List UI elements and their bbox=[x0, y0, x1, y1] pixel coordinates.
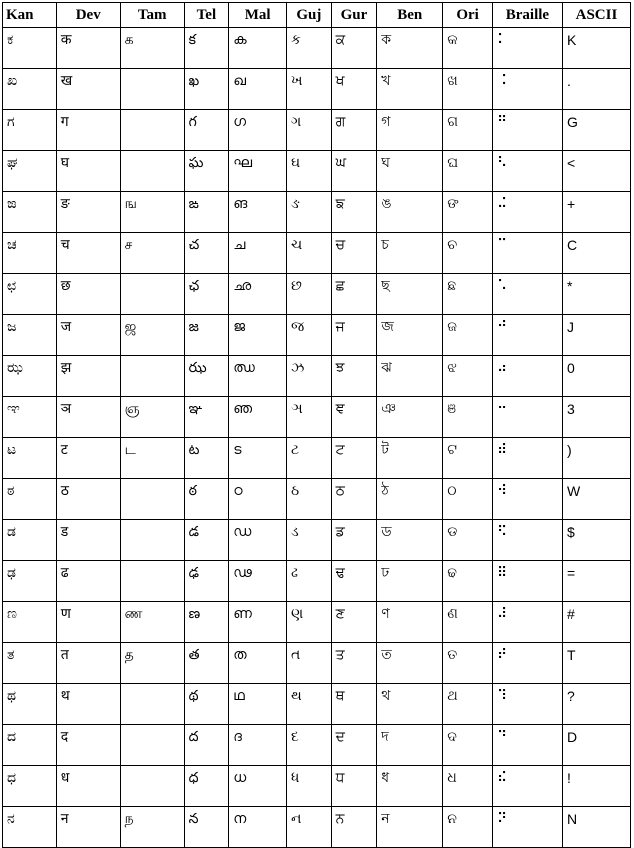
cell-ascii: ) bbox=[562, 438, 630, 479]
cell-mal: ങ bbox=[229, 192, 287, 233]
header-mal: Mal bbox=[229, 3, 287, 28]
cell-ben: জ bbox=[377, 315, 443, 356]
cell-tel: ఙ bbox=[184, 192, 229, 233]
cell-tam: ஞ bbox=[120, 397, 184, 438]
cell-tel: త bbox=[184, 643, 229, 684]
cell-guj: ણ bbox=[287, 602, 332, 643]
table-row bbox=[3, 110, 631, 151]
cell-gur: ਛ bbox=[331, 274, 377, 315]
cell-guj: ઠ bbox=[287, 479, 332, 520]
cell-tam: ட bbox=[120, 438, 184, 479]
cell-tam bbox=[120, 69, 184, 110]
cell-ascii: . bbox=[562, 69, 630, 110]
cell-ori: ଟ bbox=[443, 438, 493, 479]
cell-gur: ਞ bbox=[331, 397, 377, 438]
table-row bbox=[3, 274, 631, 315]
table-row bbox=[3, 356, 631, 397]
cell-tam bbox=[120, 110, 184, 151]
cell-ori: ଦ bbox=[443, 725, 493, 766]
cell-guj: ઞ bbox=[287, 397, 332, 438]
table-row bbox=[3, 315, 631, 356]
table-row bbox=[3, 643, 631, 684]
cell-braille: ⠅ bbox=[492, 28, 562, 69]
cell-braille: ⠚ bbox=[492, 315, 562, 356]
cell-ori: ଘ bbox=[443, 151, 493, 192]
cell-tam: ச bbox=[120, 233, 184, 274]
cell-ben: ঢ bbox=[377, 561, 443, 602]
cell-gur: ਚ bbox=[331, 233, 377, 274]
cell-kan: ಣ bbox=[3, 602, 57, 643]
cell-braille: ⠝ bbox=[492, 807, 562, 848]
cell-mal: ഠ bbox=[229, 479, 287, 520]
cell-ben: ঞ bbox=[377, 397, 443, 438]
cell-mal: ജ bbox=[229, 315, 287, 356]
cell-ascii: T bbox=[562, 643, 630, 684]
cell-mal: ഥ bbox=[229, 684, 287, 725]
cell-ben: ঘ bbox=[377, 151, 443, 192]
table-row bbox=[3, 192, 631, 233]
cell-ori: ଝ bbox=[443, 356, 493, 397]
cell-ascii: # bbox=[562, 602, 630, 643]
cell-gur: ਜ bbox=[331, 315, 377, 356]
cell-dev: ढ bbox=[56, 561, 120, 602]
table-row bbox=[3, 807, 631, 848]
cell-tam bbox=[120, 479, 184, 520]
table-row bbox=[3, 766, 631, 807]
cell-dev: ड bbox=[56, 520, 120, 561]
cell-kan: ನ bbox=[3, 807, 57, 848]
cell-mal: ഞ bbox=[229, 397, 287, 438]
cell-ascii: < bbox=[562, 151, 630, 192]
cell-dev: ट bbox=[56, 438, 120, 479]
table-body bbox=[3, 28, 631, 848]
cell-guj: ટ bbox=[287, 438, 332, 479]
cell-gur: ਗ bbox=[331, 110, 377, 151]
cell-ori: ଣ bbox=[443, 602, 493, 643]
cell-ori: ଚ bbox=[443, 233, 493, 274]
cell-gur: ਧ bbox=[331, 766, 377, 807]
cell-guj: ગ bbox=[287, 110, 332, 151]
cell-tam bbox=[120, 274, 184, 315]
table-row bbox=[3, 520, 631, 561]
cell-guj: ઢ bbox=[287, 561, 332, 602]
cell-gur: ਕ bbox=[331, 28, 377, 69]
cell-braille: ⠣ bbox=[492, 151, 562, 192]
header-dev: Dev bbox=[56, 3, 120, 28]
cell-kan: ಘ bbox=[3, 151, 57, 192]
cell-ben: দ bbox=[377, 725, 443, 766]
cell-dev: त bbox=[56, 643, 120, 684]
cell-ascii: = bbox=[562, 561, 630, 602]
cell-gur: ਟ bbox=[331, 438, 377, 479]
cell-dev: झ bbox=[56, 356, 120, 397]
header-ben: Ben bbox=[377, 3, 443, 28]
table-row bbox=[3, 151, 631, 192]
cell-tel: క bbox=[184, 28, 229, 69]
header-tam: Tam bbox=[120, 3, 184, 28]
header-ascii: ASCII bbox=[562, 3, 630, 28]
cell-ben: ছ bbox=[377, 274, 443, 315]
cell-ben: ঠ bbox=[377, 479, 443, 520]
cell-guj: ત bbox=[287, 643, 332, 684]
cell-kan: ಚ bbox=[3, 233, 57, 274]
cell-tam bbox=[120, 561, 184, 602]
cell-gur: ਝ bbox=[331, 356, 377, 397]
table-row bbox=[3, 397, 631, 438]
cell-ascii: * bbox=[562, 274, 630, 315]
cell-ori: ଧ bbox=[443, 766, 493, 807]
cell-tam bbox=[120, 520, 184, 561]
cell-tel: ఘ bbox=[184, 151, 229, 192]
cell-tel: థ bbox=[184, 684, 229, 725]
cell-dev: ख bbox=[56, 69, 120, 110]
cell-dev: ग bbox=[56, 110, 120, 151]
cell-tam bbox=[120, 725, 184, 766]
cell-gur: ਥ bbox=[331, 684, 377, 725]
cell-gur: ਦ bbox=[331, 725, 377, 766]
cell-kan: ಟ bbox=[3, 438, 57, 479]
cell-tel: న bbox=[184, 807, 229, 848]
cell-kan: ಡ bbox=[3, 520, 57, 561]
cell-ben: ড bbox=[377, 520, 443, 561]
cell-ascii: N bbox=[562, 807, 630, 848]
cell-ben: ত bbox=[377, 643, 443, 684]
cell-tel: ఛ bbox=[184, 274, 229, 315]
cell-braille: ⠮ bbox=[492, 766, 562, 807]
cell-guj: ન bbox=[287, 807, 332, 848]
cell-kan: ಛ bbox=[3, 274, 57, 315]
cell-ascii: 3 bbox=[562, 397, 630, 438]
cell-kan: ಗ bbox=[3, 110, 57, 151]
cell-ben: ট bbox=[377, 438, 443, 479]
cell-ori: ତ bbox=[443, 643, 493, 684]
header-kan: Kan bbox=[3, 3, 57, 28]
cell-gur: ਡ bbox=[331, 520, 377, 561]
cell-kan: ಕ bbox=[3, 28, 57, 69]
cell-tel: గ bbox=[184, 110, 229, 151]
cell-mal: ഝ bbox=[229, 356, 287, 397]
cell-ori: କ bbox=[443, 28, 493, 69]
cell-ori: ଢ bbox=[443, 561, 493, 602]
cell-dev: थ bbox=[56, 684, 120, 725]
cell-gur: ਙ bbox=[331, 192, 377, 233]
cell-kan: ಝ bbox=[3, 356, 57, 397]
cell-tel: చ bbox=[184, 233, 229, 274]
cell-ben: ধ bbox=[377, 766, 443, 807]
cell-ascii: K bbox=[562, 28, 630, 69]
cell-ori: ଖ bbox=[443, 69, 493, 110]
cell-kan: ಜ bbox=[3, 315, 57, 356]
cell-guj: ડ bbox=[287, 520, 332, 561]
cell-tel: ఝ bbox=[184, 356, 229, 397]
cell-dev: ज bbox=[56, 315, 120, 356]
cell-ori: ଞ bbox=[443, 397, 493, 438]
cell-ascii: ! bbox=[562, 766, 630, 807]
cell-gur: ਣ bbox=[331, 602, 377, 643]
cell-mal: ഢ bbox=[229, 561, 287, 602]
cell-ori: ଗ bbox=[443, 110, 493, 151]
cell-braille: ⠞ bbox=[492, 643, 562, 684]
cell-guj: ઝ bbox=[287, 356, 332, 397]
cell-ori: ଙ bbox=[443, 192, 493, 233]
table-row bbox=[3, 725, 631, 766]
cell-mal: ത bbox=[229, 643, 287, 684]
cell-braille: ⠼ bbox=[492, 602, 562, 643]
cell-dev: क bbox=[56, 28, 120, 69]
cell-guj: ચ bbox=[287, 233, 332, 274]
cell-tel: జ bbox=[184, 315, 229, 356]
cell-dev: ध bbox=[56, 766, 120, 807]
cell-kan: ಙ bbox=[3, 192, 57, 233]
cell-tel: డ bbox=[184, 520, 229, 561]
cell-dev: ङ bbox=[56, 192, 120, 233]
cell-ascii: D bbox=[562, 725, 630, 766]
cell-tel: ఢ bbox=[184, 561, 229, 602]
table-row bbox=[3, 479, 631, 520]
cell-gur: ਘ bbox=[331, 151, 377, 192]
cell-ascii: 0 bbox=[562, 356, 630, 397]
cell-braille: ⠴ bbox=[492, 356, 562, 397]
header-row bbox=[3, 3, 631, 28]
cell-kan: ದ bbox=[3, 725, 57, 766]
cell-kan: ಞ bbox=[3, 397, 57, 438]
cell-kan: ಧ bbox=[3, 766, 57, 807]
cell-ben: থ bbox=[377, 684, 443, 725]
cell-mal: ക bbox=[229, 28, 287, 69]
cell-tel: ణ bbox=[184, 602, 229, 643]
cell-ori: ଠ bbox=[443, 479, 493, 520]
table-row bbox=[3, 602, 631, 643]
cell-ori: ଥ bbox=[443, 684, 493, 725]
cell-ascii: G bbox=[562, 110, 630, 151]
cell-braille: ⠡ bbox=[492, 274, 562, 315]
cell-ben: ণ bbox=[377, 602, 443, 643]
cell-tam: ங bbox=[120, 192, 184, 233]
cell-gur: ਖ bbox=[331, 69, 377, 110]
cell-tel: ధ bbox=[184, 766, 229, 807]
cell-guj: ક bbox=[287, 28, 332, 69]
cell-ascii: J bbox=[562, 315, 630, 356]
cell-kan: ಖ bbox=[3, 69, 57, 110]
cell-mal: ന bbox=[229, 807, 287, 848]
cell-mal: ണ bbox=[229, 602, 287, 643]
cell-tam bbox=[120, 766, 184, 807]
cell-tam: ஜ bbox=[120, 315, 184, 356]
cell-tam: ந bbox=[120, 807, 184, 848]
header-braille: Braille bbox=[492, 3, 562, 28]
table-row bbox=[3, 684, 631, 725]
table-row bbox=[3, 438, 631, 479]
cell-dev: ठ bbox=[56, 479, 120, 520]
cell-braille: ⠒ bbox=[492, 397, 562, 438]
cell-ascii: + bbox=[562, 192, 630, 233]
cell-gur: ਢ bbox=[331, 561, 377, 602]
cell-braille: ⠛ bbox=[492, 110, 562, 151]
cell-guj: દ bbox=[287, 725, 332, 766]
cell-guj: થ bbox=[287, 684, 332, 725]
header-tel: Tel bbox=[184, 3, 229, 28]
cell-braille: ⠿ bbox=[492, 561, 562, 602]
cell-guj: જ bbox=[287, 315, 332, 356]
cell-dev: च bbox=[56, 233, 120, 274]
cell-ascii: ? bbox=[562, 684, 630, 725]
cell-mal: ധ bbox=[229, 766, 287, 807]
table-row bbox=[3, 233, 631, 274]
cell-tam: ண bbox=[120, 602, 184, 643]
cell-ori: ନ bbox=[443, 807, 493, 848]
cell-dev: द bbox=[56, 725, 120, 766]
cell-kan: ಥ bbox=[3, 684, 57, 725]
header-guj: Guj bbox=[287, 3, 332, 28]
cell-tam: க bbox=[120, 28, 184, 69]
cell-mal: ട bbox=[229, 438, 287, 479]
cell-guj: ધ bbox=[287, 766, 332, 807]
table-header bbox=[3, 3, 631, 28]
cell-ascii: C bbox=[562, 233, 630, 274]
cell-braille: ⠹ bbox=[492, 684, 562, 725]
cell-ben: ঙ bbox=[377, 192, 443, 233]
table-row bbox=[3, 69, 631, 110]
header-ori: Ori bbox=[443, 3, 493, 28]
table-row bbox=[3, 561, 631, 602]
cell-braille: ⠫ bbox=[492, 520, 562, 561]
cell-tel: ద bbox=[184, 725, 229, 766]
cell-braille: ⠙ bbox=[492, 725, 562, 766]
cell-braille: ⠺ bbox=[492, 479, 562, 520]
cell-mal: ദ bbox=[229, 725, 287, 766]
cell-tel: ట bbox=[184, 438, 229, 479]
cell-guj: ઘ bbox=[287, 151, 332, 192]
table-row bbox=[3, 28, 631, 69]
cell-guj: ખ bbox=[287, 69, 332, 110]
cell-mal: ഛ bbox=[229, 274, 287, 315]
cell-dev: छ bbox=[56, 274, 120, 315]
cell-tel: ఖ bbox=[184, 69, 229, 110]
cell-mal: ച bbox=[229, 233, 287, 274]
cell-braille: ⠉ bbox=[492, 233, 562, 274]
cell-mal: ഘ bbox=[229, 151, 287, 192]
cell-kan: ಢ bbox=[3, 561, 57, 602]
cell-mal: ഗ bbox=[229, 110, 287, 151]
cell-gur: ਠ bbox=[331, 479, 377, 520]
cell-kan: ಠ bbox=[3, 479, 57, 520]
cell-braille: ⠨ bbox=[492, 69, 562, 110]
cell-ben: চ bbox=[377, 233, 443, 274]
cell-ori: ଛ bbox=[443, 274, 493, 315]
cell-tam: த bbox=[120, 643, 184, 684]
cell-ori: ଡ bbox=[443, 520, 493, 561]
cell-ben: ঝ bbox=[377, 356, 443, 397]
cell-gur: ਤ bbox=[331, 643, 377, 684]
cell-ben: খ bbox=[377, 69, 443, 110]
cell-mal: ഖ bbox=[229, 69, 287, 110]
cell-ori: ଜ bbox=[443, 315, 493, 356]
cell-braille: ⠬ bbox=[492, 192, 562, 233]
cell-ascii: W bbox=[562, 479, 630, 520]
cell-guj: ઙ bbox=[287, 192, 332, 233]
cell-dev: ञ bbox=[56, 397, 120, 438]
script-comparison-table bbox=[2, 2, 631, 848]
cell-tam bbox=[120, 684, 184, 725]
cell-guj: છ bbox=[287, 274, 332, 315]
header-gur: Gur bbox=[331, 3, 377, 28]
cell-ben: গ bbox=[377, 110, 443, 151]
cell-ben: ন bbox=[377, 807, 443, 848]
cell-ascii: $ bbox=[562, 520, 630, 561]
cell-dev: घ bbox=[56, 151, 120, 192]
cell-tam bbox=[120, 151, 184, 192]
cell-gur: ਨ bbox=[331, 807, 377, 848]
cell-mal: ഡ bbox=[229, 520, 287, 561]
cell-tam bbox=[120, 356, 184, 397]
cell-kan: ತ bbox=[3, 643, 57, 684]
cell-dev: ण bbox=[56, 602, 120, 643]
cell-tel: ఠ bbox=[184, 479, 229, 520]
cell-tel: ఞ bbox=[184, 397, 229, 438]
cell-ben: ক bbox=[377, 28, 443, 69]
cell-braille: ⠾ bbox=[492, 438, 562, 479]
cell-dev: न bbox=[56, 807, 120, 848]
